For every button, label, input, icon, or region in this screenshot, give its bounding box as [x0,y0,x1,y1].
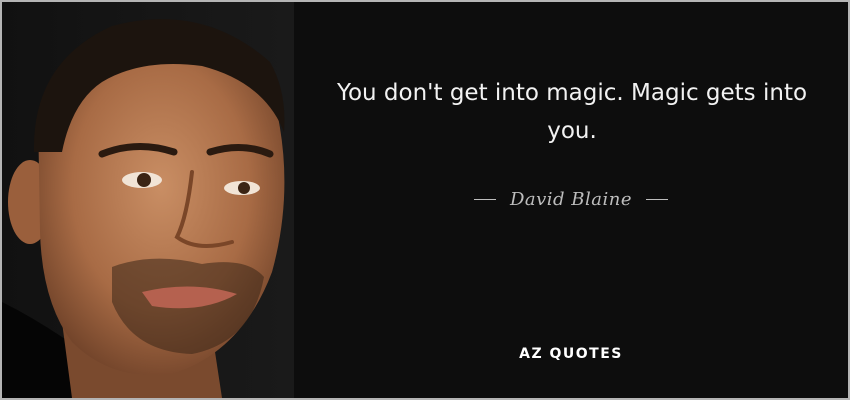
author-name: David Blaine [509,188,633,210]
quote-panel [294,2,848,398]
quote-text: You don't get into magic. Magic gets into you. [336,80,808,144]
left-dash [474,199,496,200]
author-photo [2,2,294,398]
brand-logo: AZ QUOTES [519,346,623,362]
author-row [294,184,848,214]
right-dash [646,199,668,200]
